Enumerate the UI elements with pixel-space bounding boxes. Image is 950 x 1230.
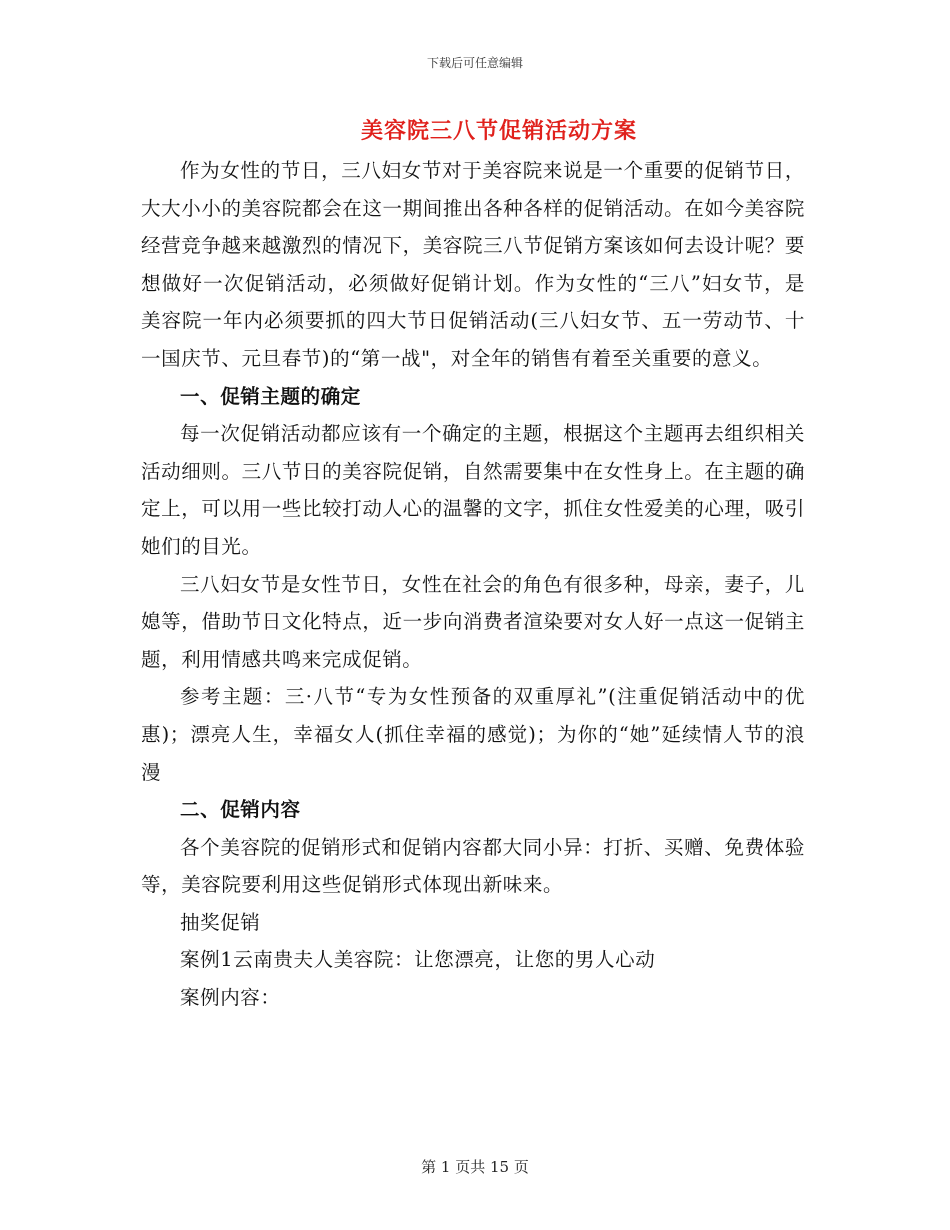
intro-paragraph: 作为女性的节日，三八妇女节对于美容院来说是一个重要的促销节日，大大小小的美容院都会在这一期间推出各种各样的促销活动。在如今美容院经营竞争越来越激烈的情况下，美容院三八节促销方案该如何去设计呢？要想做好一次促销活动，必须做好促销计划。作为女性的“三八”妇女节，是美容院一年内必须要抓的四大节日促销活动(三八妇女节、五一劳动节、十一国庆节、元旦春节)的“第一战"，对全年的销售有着至关重要的意义。 — [141, 159, 805, 370]
page-header: 下载后可任意编辑 — [426, 56, 523, 70]
body-paragraph: 案例1云南贵夫人美容院：让您漂亮，让您的男人心动 — [180, 948, 656, 972]
section-heading: 二、促销内容 — [180, 798, 301, 822]
page-footer: 第 1 页共 15 页 — [421, 1158, 529, 1176]
body-paragraph: 每一次促销活动都应该有一个确定的主题，根据这个主题再去组织相关活动细则。三八节日的美容院促销，自然需要集中在女性身上。在主题的确定上，可以用一些比较打动人心的温馨的文字，抓住女性爱美的心理，吸引她们的目光。 — [141, 422, 805, 558]
body-paragraph: 三八妇女节是女性节日，女性在社会的角色有很多种，母亲，妻子，儿媳等，借助节日文化特点，近一步向消费者渲染要对女人好一点这一促销主题，利用情感共鸣来完成促销。 — [141, 572, 805, 671]
document-title: 美容院三八节促销活动方案 — [360, 118, 637, 144]
body-paragraph: 案例内容： — [180, 986, 281, 1010]
section-heading: 一、促销主题的确定 — [180, 384, 361, 408]
body-paragraph: 参考主题：三·八节“专为女性预备的双重厚礼”(注重促销活动中的优惠)；漂亮人生，幸福女人(抓住幸福的感觉)；为你的“她”延续情人节的浪漫 — [141, 685, 805, 784]
body-paragraph: 各个美容院的促销形式和促销内容都大同小异：打折、买赠、免费体验等，美容院要利用这些促销形式体现出新味来。 — [141, 835, 805, 897]
body-paragraph: 抽奖促销 — [180, 910, 261, 934]
document-body — [141, 152, 805, 1017]
